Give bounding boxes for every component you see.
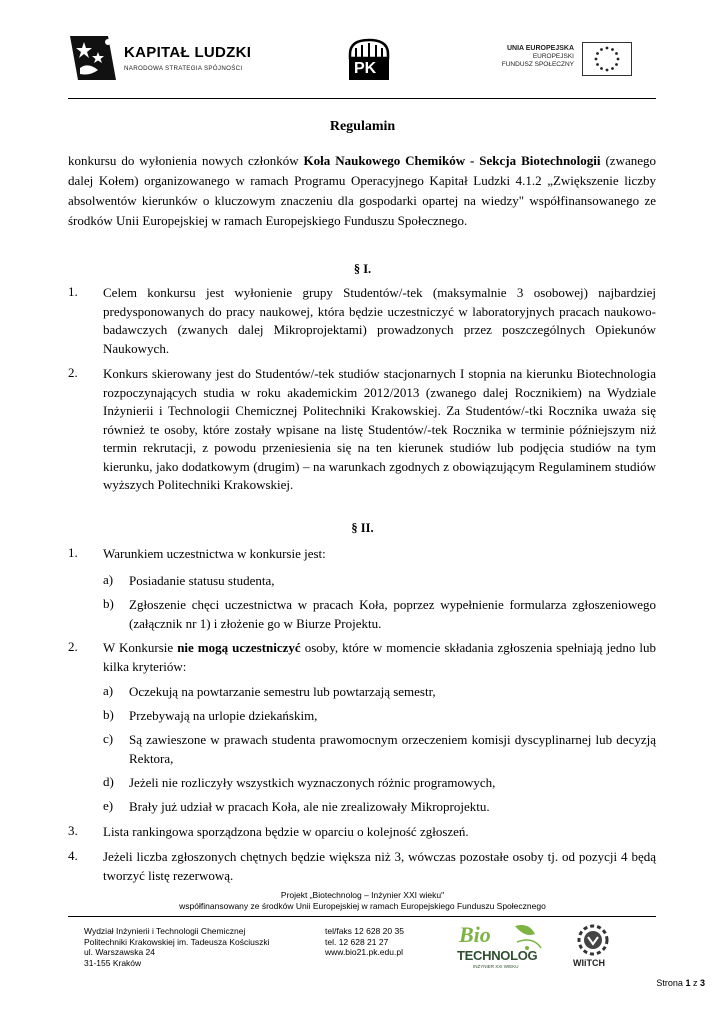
s2-item-2-bold: nie mogą uczestniczyć <box>177 640 301 655</box>
s2-item-1-sub-a-text: Posiadanie statusu studenta, <box>129 573 275 588</box>
footer-address <box>84 926 324 968</box>
s2-item-2-num: 2. <box>68 639 78 654</box>
s2-item-2-sub-b-text: Przebywają na urlopie dziekańskim, <box>129 708 318 723</box>
footer-project-line-1: Projekt „Biotechnolog – Inżynier XXI wieku" <box>280 890 445 900</box>
s2-item-1-num: 1. <box>68 545 78 560</box>
eu-stars-icon <box>583 43 631 75</box>
s2-item-3-text: Lista rankingowa sporządzona będzie w oparciu o kolejność zgłoszeń. <box>103 824 469 839</box>
s2-item-2-sub-b-letter: b) <box>103 707 114 722</box>
ue-line-2: EUROPEJSKI <box>532 53 574 60</box>
witch-logo <box>565 920 621 970</box>
s2-item-2-sub-e-letter: e) <box>103 798 114 813</box>
footer-contact <box>325 926 455 958</box>
bio-logo-name: TECHNOLOG <box>457 948 538 963</box>
intro-bold: Koła Naukowego Chemików - Sekcja Biotechnologii <box>303 153 601 168</box>
s2-item-2-sub-d-text: Jeżeli nie rozliczyły wszystkich wyznaczonych różnic programowych, <box>129 775 496 790</box>
kapital-ludzki-emblem-icon <box>68 30 120 86</box>
s2-item-4-text: Jeżeli liczba zgłoszonych chętnych będzie większa niż 3, wówczas pozostałe osoby tj. od pozycji 4 będą tworzyć listę rezerwową. <box>103 849 656 883</box>
contact-phone: tel. 12 628 21 27 <box>325 936 389 947</box>
s2-item-3-num: 3. <box>68 823 78 838</box>
s2-item-2-sub-e-text: Brały już udział w pracach Koła, ale nie zrealizowały Mikroprojektu. <box>129 799 490 814</box>
page-number: Strona 1 z 3 <box>656 978 705 988</box>
ue-line-3: FUNDUSZ SPOŁECZNY <box>501 61 574 68</box>
bio-logo-tagline: INŻYNIER XXI WIEKU <box>473 964 519 969</box>
s2-item-2-sub-a-text: Oczekują na powtarzanie semestru lub powtarzają semestr, <box>129 684 436 699</box>
intro-paragraph: konkursu do wyłonienia nowych członków Koła Naukowego Chemików - Sekcja Biotechnologii (zwanego dalej Kołem) organizowanego w ramach Programu Operacyjnego Kapitał Ludzki 4.1.2 „Zwiększenie liczby absolwentów kierunków o kluczowym znaczeniu dla gospodarki opartej na wiedzy" współfinansowanego ze środków Unii Europejskiej w ramach Europejskiego Funduszu Społecznego. <box>68 153 656 228</box>
header-divider <box>68 98 656 99</box>
kapital-ludzki-logo <box>68 30 268 86</box>
section-1-heading: § I. <box>353 262 372 276</box>
s2-item-2-text: W Konkursie nie mogą uczestniczyć osoby, które w momencie składania zgłoszenia spełniają jedno lub kilka kryteriów: <box>103 640 656 674</box>
s2-item-1-sub-a-letter: a) <box>103 572 114 587</box>
witch-logo-name: WIiTCH <box>573 958 605 968</box>
s2-item-4-num: 4. <box>68 848 78 863</box>
address-line-3: ul. Warszawska 24 <box>84 947 156 957</box>
kapital-ludzki-subtitle: NARODOWA STRATEGIA SPÓJNOŚCI <box>124 65 243 72</box>
bio-logo-bio: Bio <box>459 922 491 947</box>
pk-logo <box>348 36 390 82</box>
footer-project <box>0 890 725 912</box>
ue-line-1: UNIA EUROPEJSKA <box>506 45 574 52</box>
s2-item-1-sub-b-text: Zgłoszenie chęci uczestnictwa w pracach Koła, poprzez wypełnienie formularza zgłoszeniowego (załącznik nr 1) i złożenie go w Biurze Projektu. <box>129 597 656 631</box>
s2-item-1-sub-b-letter: b) <box>103 596 114 611</box>
address-line-4: 31-155 Kraków <box>84 957 142 968</box>
s1-item-1-num: 1. <box>68 284 78 299</box>
footer-project-line-2: współfinansowany ze środków Unii Europejskiej w ramach Europejskiego Funduszu Społecznego <box>179 901 546 911</box>
section-2-heading: § II. <box>351 521 374 535</box>
s2-item-2-sub-a-letter: a) <box>103 683 114 698</box>
ue-text <box>470 45 574 69</box>
s2-item-2-sub-c-text: Są zawieszone w prawach studenta prawomocnym orzeczeniem komisji dyscyplinarnej lub decyzją Rektora, <box>129 732 656 766</box>
contact-fax: tel/faks 12 628 20 35 <box>325 926 404 936</box>
contact-website[interactable]: www.bio21.pk.edu.pl <box>325 947 403 957</box>
kapital-ludzki-title: KAPITAŁ LUDZKI <box>124 44 252 61</box>
s2-item-1-text: Warunkiem uczestnictwa w konkursie jest: <box>103 546 326 561</box>
address-line-2: Politechniki Krakowskiej im. Tadeusza Kościuszki <box>84 936 270 947</box>
s1-item-2-text: Konkurs skierowany jest do Studentów/-tek studiów stacjonarnych I stopnia na kierunku Biotechnologia rozpoczynających studia w roku akademickim 2012/2013 (zwanego dalej Rocznikiem) na Wydziale Inżynierii i Technologii Chemicznej Politechniki Krakowskiej. Za Studentów/-tki Rocznika uważa się również te osoby, które zostały wpisane na listę Studentów/-tek Rocznika w terminie późniejszym niż termin rekrutacji, z powodu przeniesienia się na ten kierunek studiów lub podjęcia studiów na tym kierunku, jako dodatkowym (drugim) – na warunkach zgodnych z obowiązującym Regulaminem studiów wyższych Politechniki Krakowskiej. <box>103 366 656 492</box>
pk-letters: PK <box>354 60 377 77</box>
biotechnolog-logo <box>455 920 547 978</box>
footer-divider <box>68 916 656 917</box>
s1-item-2-num: 2. <box>68 365 78 380</box>
address-line-1: Wydział Inżynierii i Technologii Chemicznej <box>84 926 246 936</box>
s2-item-2-sub-c-letter: c) <box>103 731 114 746</box>
s2-item-2-sub-d-letter: d) <box>103 774 114 789</box>
s1-item-1-text: Celem konkursu jest wyłonienie grupy Studentów/-tek (maksymalnie 3 osobowej) najbardziej predysponowanych do pracy naukowej, która będzie uczestniczyć w laboratoryjnych pracach naukowo-badawczych (zwanych dalej Mikroprojektami) prowadzonych przez poszczególnych Opiekunów Naukowych. <box>103 285 656 356</box>
eu-flag <box>582 42 632 76</box>
document-title: Regulamin <box>329 119 396 134</box>
